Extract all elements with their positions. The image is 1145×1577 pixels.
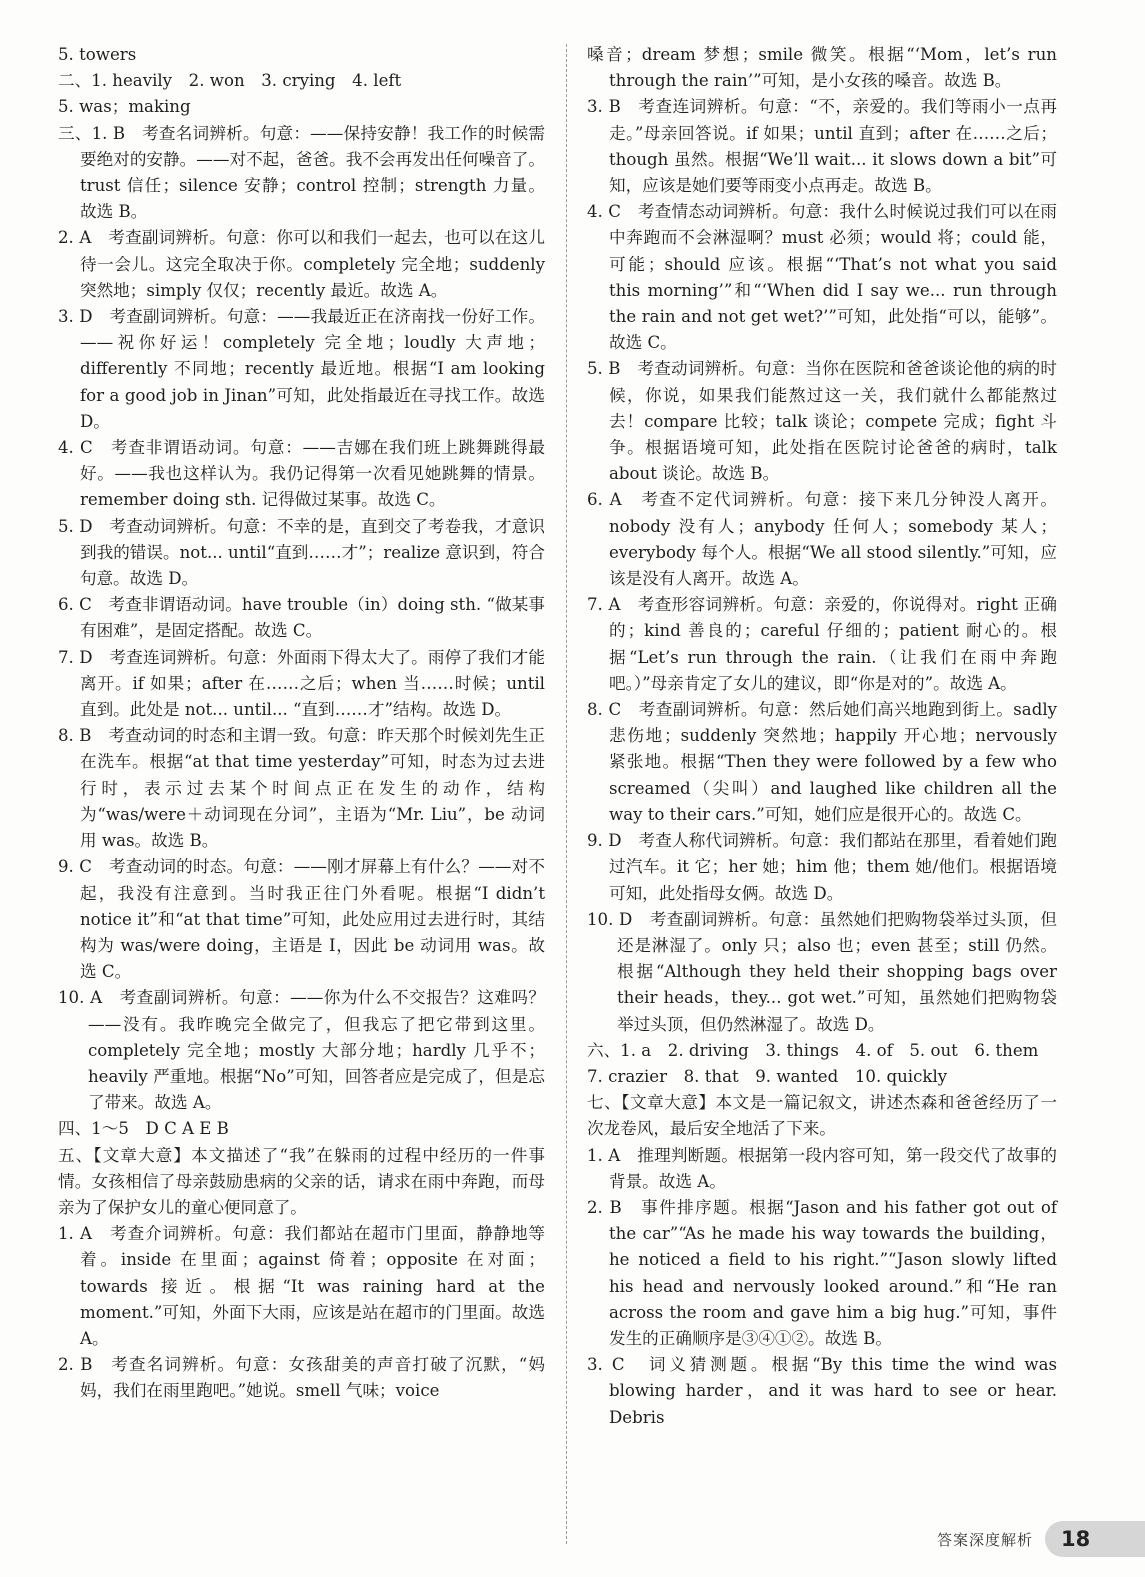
footer-label: 答案深度解析 [936, 1530, 1033, 1549]
answer-item: 5. D 考查动词辨析。句意：不幸的是，直到交了考卷我，才意识到我的错误。not... until“直到……才”；realize 意识到，符合句意。故选 D。 [58, 516, 545, 589]
answer-item: 7. D 考查连词辨析。句意：外面雨下得太大了。雨停了我们才能离开。if 如果；after 在……之后；when 当……时候；until 直到。此处是 not... until... “直到……才”结构。故选 D。 [58, 647, 545, 720]
article-summary: 七、【文章大意】本文是一篇记叙文，讲述杰森和爸爸经历了一次龙卷风，最后安全地活了下来。 [587, 1093, 1057, 1139]
answer-item: 2. B 考查名词辨析。句意：女孩甜美的声音打破了沉默，“妈妈，我们在雨里跑吧。”她说。smell 气味；voice [58, 1355, 545, 1401]
answer-item: 9. D 考查人称代词辨析。句意：我们都站在那里，看着她们跑过汽车。it 它；her 她；him 他；them 她/他们。根据语境可知，此处指母女俩。故选 D。 [587, 831, 1057, 903]
section-answer: 四、1～5 D C A E B [58, 1119, 229, 1139]
section-answer: 六、1. a 2. driving 3. things 4. of 5. out 6. them [587, 1040, 1039, 1060]
article-summary: 五、【文章大意】本文描述了“我”在躲雨的过程中经历的一件事情。女孩相信了母亲鼓励患病的父亲的话，请求在雨中奔跑，而母亲为了保护女儿的童心便同意了。 [58, 1145, 545, 1217]
answer-item: 6. C 考查非谓语动词。have trouble（in）doing sth. “做某事有困难”，是固定搭配。故选 C。 [58, 595, 545, 641]
answer-item: 4. C 考查非谓语动词。句意：——吉娜在我们班上跳舞跳得最好。——我也这样认为。我仍记得第一次看见她跳舞的情景。remember doing sth. 记得做过某事。故选 C。 [58, 438, 545, 510]
answer-item: 1. A 考查介词辨析。句意：我们都站在超市门里面，静静地等着。inside 在里面；against 倚着；opposite 在对面；towards 接近。根据“It was raining hard at the moment.”可知，外面下大雨，应该是站在超市的门里面。故选 A。 [58, 1224, 545, 1348]
right-column [587, 42, 1057, 1431]
answer-item: 5. towers [58, 45, 137, 64]
answer-item: 7. crazier 8. that 9. wanted 10. quickly [587, 1066, 948, 1086]
answer-item: 3. C 词义猜测题。根据“By this time the wind was blowing harder，and it was hard to see or hear. Debris [587, 1355, 1057, 1427]
answer-item: 4. C 考查情态动词辨析。句意：我什么时候说过我们可以在雨中奔跑而不会淋湿啊？must 必须；would 将；could 能，可能；should 应该。根据“‘That’s not what you said this morning’”和“‘When did I say we... run through the rain and not get wet?’”可知，此处指“可以，能够”。故选 C。 [587, 202, 1057, 353]
answer-item: 5. B 考查动词辨析。句意：当你在医院和爸爸谈论他的病的时候，你说，如果我们能熬过这一关，我们就什么都能熬过去！compare 比较；talk 谈论；compete 完成；fight 斗争。根据语境可知，此处指在医院讨论爸爸的病时，talk about 谈论。故选 B。 [587, 359, 1057, 484]
left-column [58, 42, 545, 1405]
answer-item: 嗓音；dream 梦想；smile 微笑。根据“‘Mom，let’s run through the rain’”可知，是小女孩的嗓音。故选 B。 [587, 45, 1057, 91]
answer-item: 9. C 考查动词的时态。句意：——刚才屏幕上有什么？——对不起，我没有注意到。当时我正往门外看呢。根据“I didn’t notice it”和“at that time”可知，此处应用过去进行时，其结构为 was/were doing，主语是 I，因此 be 动词用 was。故选 C。 [58, 857, 545, 982]
answer-item: 3. B 考查连词辨析。句意：“不，亲爱的。我们等雨小一点再走。”母亲回答说。if 如果；until 直到；after 在……之后；though 虽然。根据“We’ll wait... it slows down a bit”可知，应该是她们要等雨变小点再走。故选 B。 [587, 97, 1057, 196]
section-answer: 三、1. B 考查名词辨析。句意：——保持安静！我工作的时候需要绝对的安静。——对不起，爸爸。我不会再发出任何噪音了。trust 信任；silence 安静；control 控制；strength 力量。故选 B。 [58, 123, 545, 222]
answer-item: 2. B 事件排序题。根据“Jason and his father got out of the car”“As he made his way towards the building，he noticed a field to his right.”“Jason slowly lifted his head and nervously looked around.”和“He ran across the room and gave him a big hug.”可知，事件发生的正确顺序是③④①②。故选 B。 [587, 1197, 1057, 1348]
answer-item: 1. A 推理判断题。根据第一段内容可知，第一段交代了故事的背景。故选 A。 [587, 1145, 1057, 1191]
answer-item: 2. A 考查副词辨析。句意：你可以和我们一起去，也可以在这儿待一会儿。这完全取决于你。completely 完全地；suddenly 突然地；simply 仅仅；recently 最近。故选 A。 [58, 228, 545, 300]
page-footer [937, 1519, 1145, 1559]
answer-item: 8. C 考查副词辨析。句意：然后她们高兴地跑到街上。sadly 悲伤地；suddenly 突然地；happily 开心地；nervously 紧张地。根据“Then they were followed by a few who screamed（尖叫）and laughed like children all the way to their cars.”可知，她们应是很开心的。故选 C。 [587, 700, 1057, 824]
answer-item: 10. A 考查副词辨析。句意：——你为什么不交报告？这难吗？——没有。我昨晚完全做完了，但我忘了把它带到这里。completely 完全地；mostly 大部分地；hardly 几乎不；heavily 严重地。根据“No”可知，回答者应是完成了，但是忘了带来。故选 A。 [58, 988, 545, 1113]
answer-item: 6. A 考查不定代词辨析。句意：接下来几分钟没人离开。nobody 没有人；anybody 任何人；somebody 某人；everybody 每个人。根据“We all stood silently.”可知，应该是没有人离开。故选 A。 [587, 490, 1057, 589]
section-answer: 二、1. heavily 2. won 3. crying 4. left [58, 71, 402, 91]
column-divider [566, 44, 567, 1544]
page-number: 18 [1061, 1527, 1091, 1551]
answer-item: 8. B 考查动词的时态和主谓一致。句意：昨天那个时候刘先生正在洗车。根据“at that time yesterday”可知，时态为过去进行时，表示过去某个时间点正在发生的动作，结构为“was/were＋动词现在分词”，主语为“Mr. Liu”，be 动词用 was。故选 B。 [58, 726, 545, 851]
answer-item: 5. was；making [58, 97, 191, 117]
answer-item: 7. A 考查形容词辨析。句意：亲爱的，你说得对。right 正确的；kind 善良的；careful 仔细的；patient 耐心的。根据“Let’s run through the rain.（让我们在雨中奔跑吧。）”母亲肯定了女儿的建议，即“你是对的”。故选 A。 [587, 595, 1057, 693]
answer-item: 3. D 考查副词辨析。句意：——我最近正在济南找一份好工作。——祝你好运！completely 完全地；loudly 大声地；differently 不同地；recently 最近地。根据“I am looking for a good job in Jinan”可知，此处指最近在寻找工作。故选 D。 [58, 307, 545, 431]
answer-item: 10. D 考查副词辨析。句意：虽然她们把购物袋举过头顶，但还是淋湿了。only 只；also 也；even 甚至；still 仍然。根据“Although they held their shopping bags over their heads，they... got wet.”可知，虽然她们把购物袋举过头顶，但仍然淋湿了。故选 D。 [587, 909, 1057, 1034]
page-number-tab [1045, 1521, 1145, 1557]
